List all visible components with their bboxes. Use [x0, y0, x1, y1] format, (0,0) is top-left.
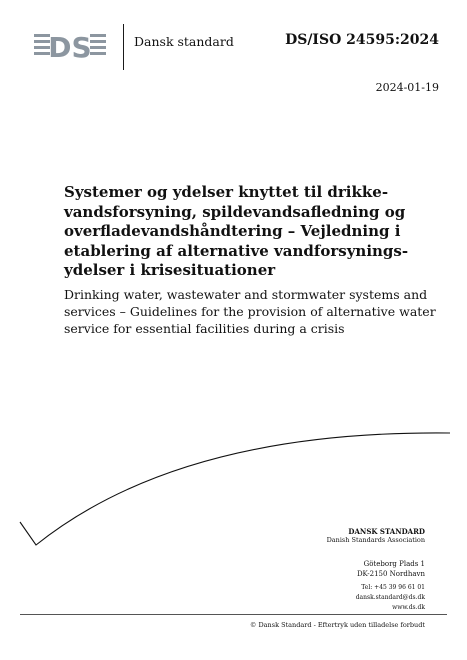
copyright: © Dansk Standard - Eftertryk uden tilladelse forbudt [249, 621, 425, 629]
footer-divider [20, 614, 447, 615]
address-line1: Göteborg Plads 1 [363, 560, 425, 568]
logo-stripe [90, 40, 106, 43]
logo-text: DS [48, 31, 92, 62]
title-danish: Systemer og ydelser knyttet til drikke-vandsforsyning, spildevandsafledning og overfladevandshåndtering – Vejledning i etablering af alternative vandforsynings-ydelser i krisesituationer [64, 183, 409, 279]
organization-name: DANSK STANDARD [348, 527, 425, 536]
logo-stripe [90, 34, 106, 37]
ds-logo-graphic [34, 30, 108, 62]
header-divider [123, 24, 124, 70]
ds-logo [34, 30, 108, 62]
address-line2: DK-2150 Nordhavn [356, 570, 425, 578]
organization-block [327, 527, 425, 613]
phone: Tel: +45 39 96 61 01 [361, 584, 425, 591]
website-link[interactable]: www.ds.dk [392, 604, 425, 611]
contact-info [327, 583, 425, 613]
brand-label: Dansk standard [134, 34, 234, 49]
address [327, 559, 425, 579]
standard-number: DS/ISO 24595:2024 [285, 32, 439, 48]
organization-subtitle: Danish Standards Association [326, 536, 425, 544]
logo-stripe [90, 46, 106, 49]
logo-stripe [90, 52, 106, 55]
publication-date: 2024-01-19 [375, 81, 439, 94]
title-english: Drinking water, wastewater and stormwater systems and services – Guidelines for the provision of alternative water service for essential facilities during a crisis [64, 287, 436, 336]
email-link[interactable]: dansk.standard@ds.dk [355, 594, 425, 601]
